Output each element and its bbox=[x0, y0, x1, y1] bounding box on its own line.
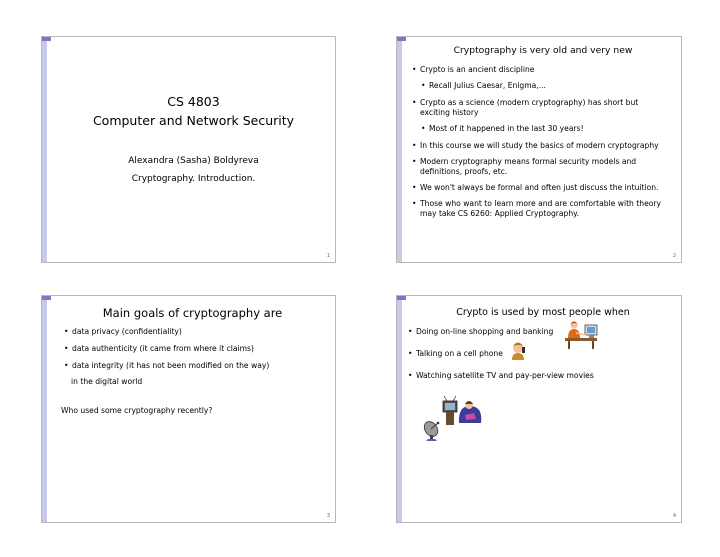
bullet-item: • Modern cryptography means formal security models and definitions, proofs, etc. bbox=[412, 157, 669, 177]
bullet-item: • Those who want to learn more and are comfortable with theory may take CS 6260: Applied Cryptography. bbox=[412, 199, 669, 219]
bullet-list bbox=[64, 327, 269, 378]
bullet-item: • data privacy (confidentiality) bbox=[64, 327, 269, 337]
computer-user-icon bbox=[561, 319, 601, 349]
sub-bullet-item: • Recall Julius Caesar, Enigma,... bbox=[421, 81, 669, 91]
slide-number: 2 bbox=[672, 253, 676, 259]
slide-number: 3 bbox=[326, 513, 330, 519]
course-code: CS 4803 bbox=[167, 94, 220, 109]
slide-3 bbox=[41, 295, 336, 523]
slide-title: Crypto is used by most people when bbox=[456, 307, 630, 318]
sub-bullet-item: • Most of it happened in the last 30 years! bbox=[421, 124, 669, 134]
slide-accent-bar bbox=[397, 296, 402, 522]
slide-title: Main goals of cryptography are bbox=[102, 306, 283, 320]
cell-phone-icon bbox=[509, 340, 529, 360]
slide-title: Cryptography is very old and very new bbox=[453, 45, 633, 56]
bullet-item: • Talking on a cell phone bbox=[408, 349, 594, 359]
bullet-item: • data integrity (it has not been modified on the way) bbox=[64, 361, 269, 371]
slide-4 bbox=[396, 295, 682, 523]
slide-2 bbox=[396, 36, 682, 263]
slide-accent-notch bbox=[42, 37, 51, 41]
bullet-item: • data authenticity (it came from where it claims) bbox=[64, 344, 269, 354]
tv-viewer-icon bbox=[441, 395, 485, 427]
author-name: Alexandra (Sasha) Boldyreva bbox=[128, 156, 259, 166]
slide-title bbox=[52, 92, 335, 130]
slide-accent-notch bbox=[42, 296, 51, 300]
bullet-item: • In this course we will study the basics of modern cryptography bbox=[412, 141, 669, 151]
bullet-continuation: in the digital world bbox=[71, 377, 143, 386]
slide-accent-bar bbox=[397, 37, 402, 262]
bullet-item: • We won't always be formal and often just discuss the intuition. bbox=[412, 183, 669, 193]
lecture-topic: Cryptography. Introduction. bbox=[131, 174, 256, 184]
slide-1 bbox=[41, 36, 336, 263]
course-name: Computer and Network Security bbox=[92, 113, 295, 128]
slide-accent-notch bbox=[397, 37, 406, 41]
question-text: Who used some cryptography recently? bbox=[61, 406, 213, 415]
slide-accent-bar bbox=[42, 37, 47, 262]
bullet-list bbox=[412, 65, 669, 225]
satellite-dish-icon bbox=[421, 418, 443, 442]
bullet-item: • Watching satellite TV and pay-per-view movies bbox=[408, 371, 594, 381]
slide-accent-notch bbox=[397, 296, 406, 300]
bullet-item: • Crypto as a science (modern cryptography) has short but exciting history bbox=[412, 98, 669, 118]
bullet-item: • Crypto is an ancient discipline bbox=[412, 65, 669, 75]
slide-number: 4 bbox=[672, 513, 676, 519]
slide-subtitle bbox=[52, 152, 335, 188]
bullet-item: • Doing on-line shopping and banking bbox=[408, 327, 594, 337]
slide-accent-bar bbox=[42, 296, 47, 522]
slide-number: 1 bbox=[326, 253, 330, 259]
